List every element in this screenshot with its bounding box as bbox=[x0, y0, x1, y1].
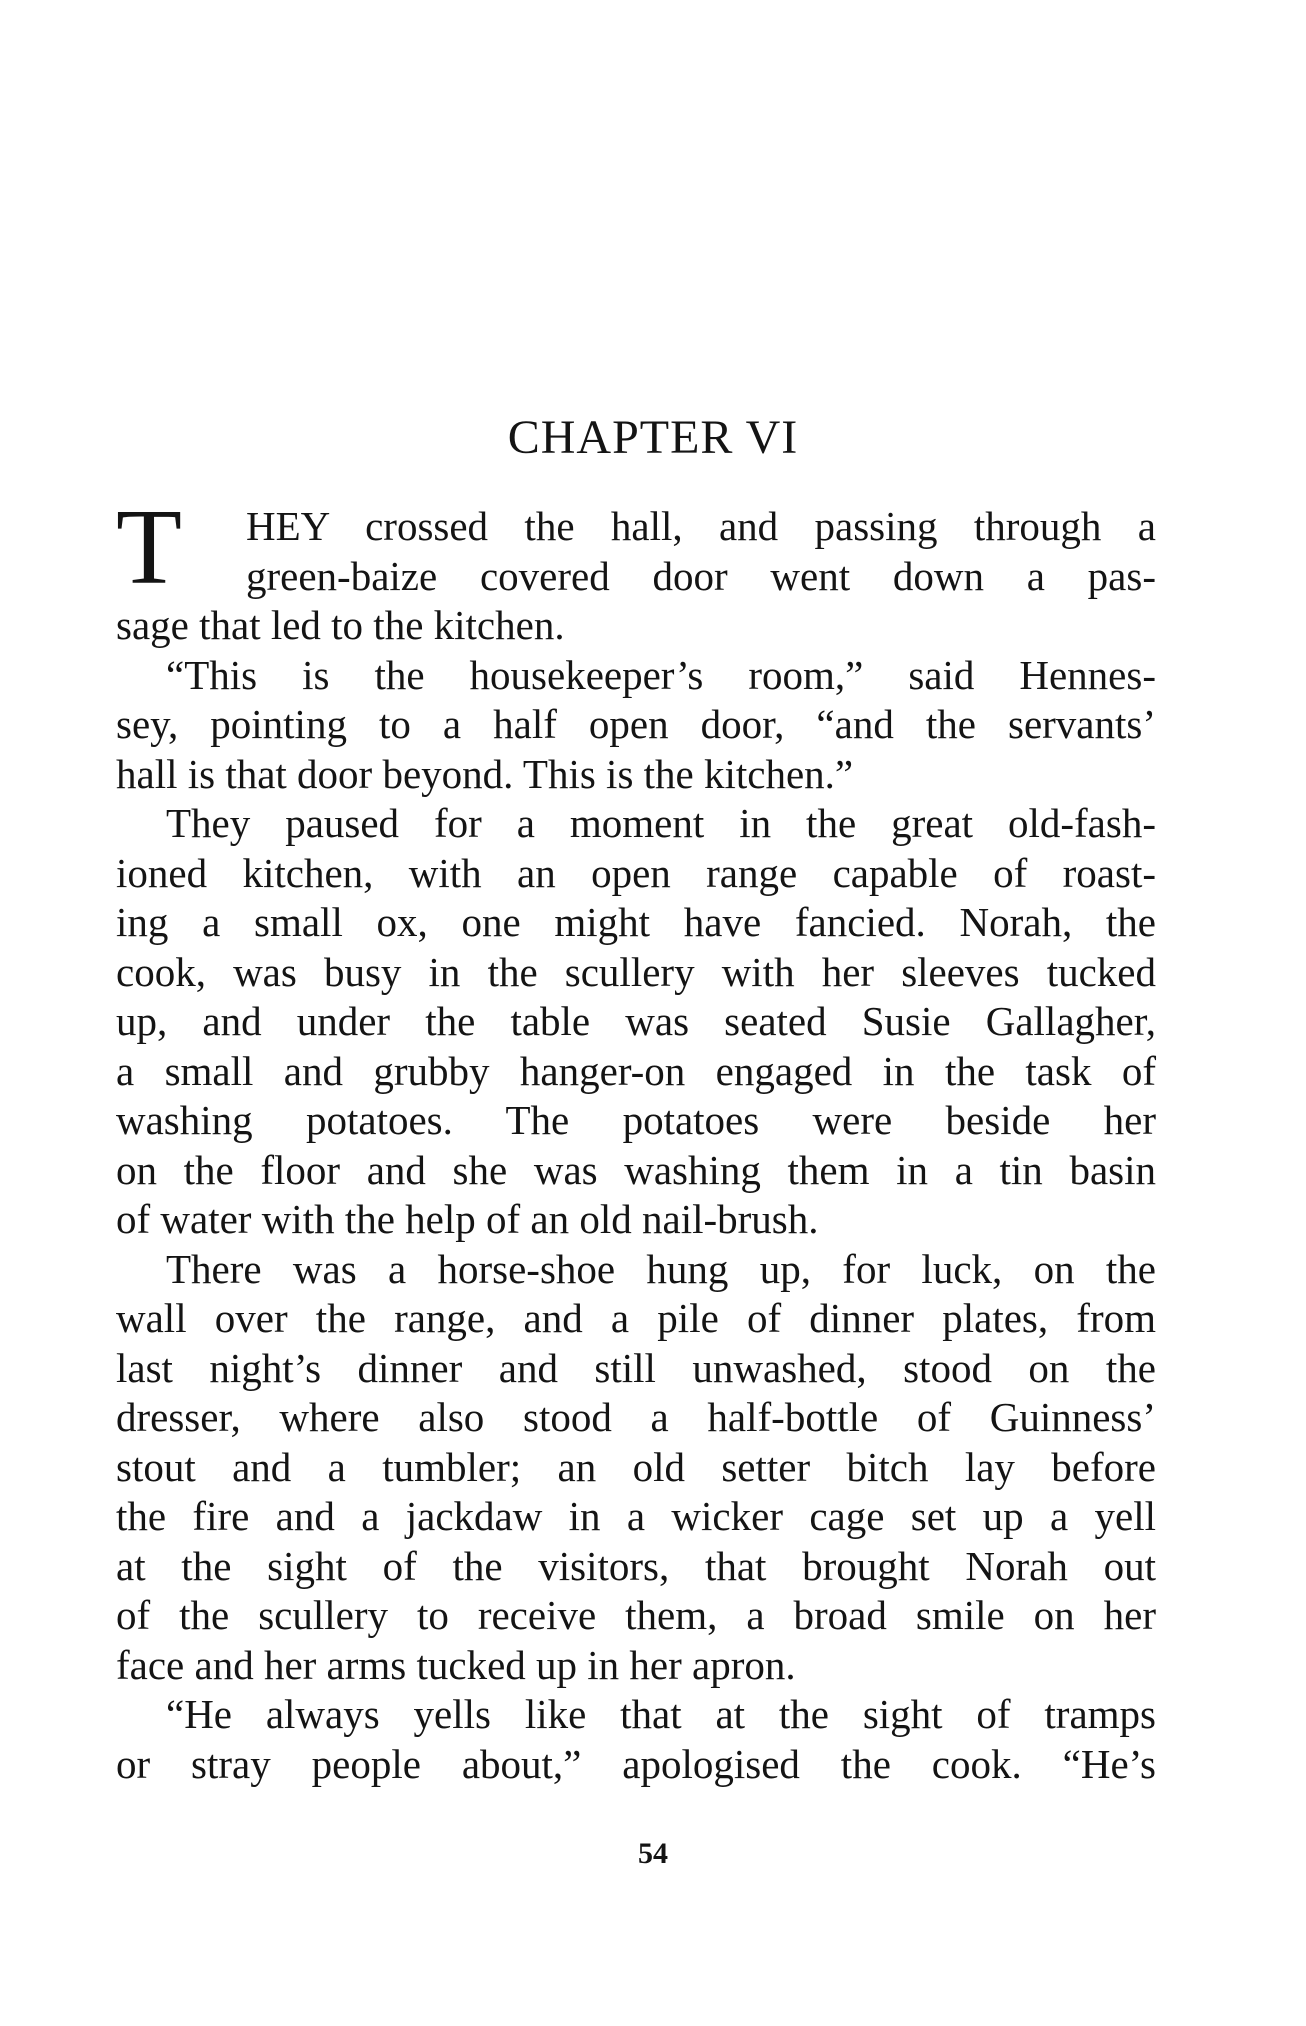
text-line: wall over the range, and a pile of dinner plates, from bbox=[116, 1295, 1156, 1341]
text-line: of the scullery to receive them, a broad smile on her bbox=[116, 1592, 1156, 1638]
text-line: “This is the housekeeper’s room,” said Hennes- bbox=[166, 651, 1156, 698]
text-line: dresser, where also stood a half-bottle of Guinness’ bbox=[116, 1394, 1156, 1440]
chapter-heading: CHAPTER VI bbox=[507, 411, 799, 464]
text-line: There was a horse-shoe hung up, for luck, on the bbox=[166, 1245, 1156, 1292]
text-line: up, and under the table was seated Susie Gallagher, bbox=[116, 998, 1156, 1044]
text-line: HEY crossed the hall, and passing through a bbox=[246, 503, 1156, 549]
text-line: hall is that door beyond. This is the kitchen.” bbox=[116, 750, 854, 797]
body-text bbox=[116, 502, 1156, 1789]
text-line: green-baize covered door went down a pas- bbox=[246, 552, 1156, 599]
text-line: of water with the help of an old nail-brush. bbox=[116, 1196, 819, 1242]
text-line: ioned kitchen, with an open range capable of roast- bbox=[116, 849, 1156, 896]
text-line: sey, pointing to a half open door, “and the servants’ bbox=[116, 701, 1156, 747]
text-line: last night’s dinner and still unwashed, stood on the bbox=[116, 1344, 1156, 1391]
text-line: face and her arms tucked up in her apron. bbox=[116, 1641, 796, 1688]
text-line: at the sight of the visitors, that brought Norah out bbox=[116, 1542, 1156, 1589]
drop-cap-letter: T bbox=[116, 488, 182, 607]
text-line: ing a small ox, one might have fancied. Norah, the bbox=[116, 899, 1156, 945]
text-line: or stray people about,” apologised the cook. “He’s bbox=[116, 1740, 1156, 1787]
text-line: on the floor and she was washing them in a tin basin bbox=[116, 1146, 1156, 1193]
text-line: the fire and a jackdaw in a wicker cage set up a yell bbox=[116, 1493, 1156, 1539]
text-line: washing potatoes. The potatoes were beside her bbox=[116, 1097, 1156, 1143]
page-number: 54 bbox=[638, 1837, 668, 1870]
text-line: “He always yells like that at the sight of tramps bbox=[166, 1691, 1156, 1737]
text-line: a small and grubby hanger-on engaged in the task of bbox=[116, 1047, 1156, 1094]
text-line: They paused for a moment in the great old-fash- bbox=[166, 800, 1156, 846]
text-line: stout and a tumbler; an old setter bitch lay before bbox=[116, 1443, 1156, 1490]
text-line: sage that led to the kitchen. bbox=[116, 602, 565, 648]
text-line: cook, was busy in the scullery with her sleeves tucked bbox=[116, 948, 1156, 995]
